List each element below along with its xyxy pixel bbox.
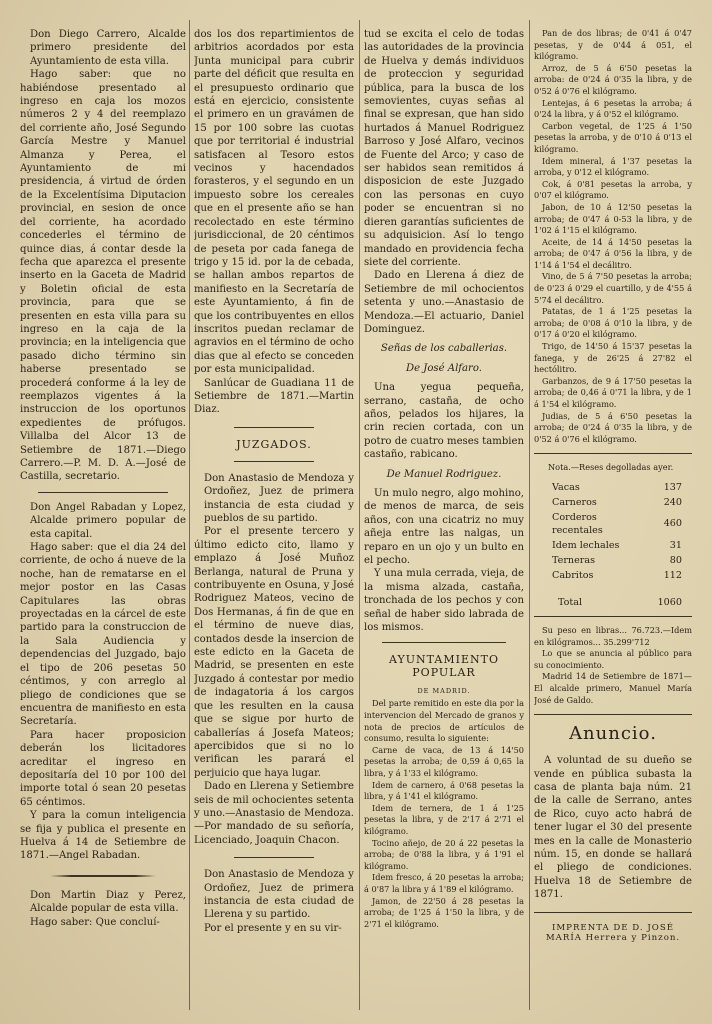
col4b-paragraph: Madrid 14 de Setiembre de 1871—El alcalde primero, Manuel María José de Galdo. [534,671,692,705]
cattle-label: Terneras [552,554,596,566]
column-divider [359,20,360,1010]
col1-paragraph: Para hacer proposicion deberán los licitadores acreditar el ingreso en depositaría del 10 por 100 del importe total ó sean 20 pesetas 65 céntimos. [20,729,186,808]
total-value: 1060 [657,596,682,608]
col4-paragraph: Garbanzos, de 9 á 17'50 pesetas la arroba; de 0,46 á 0'71 la libra, y de 1 á 1'54 el kilógramo. [534,375,692,409]
cattle-row [552,495,682,510]
cattle-label: Corderos recentales [552,511,603,536]
cattle-value: 80 [669,554,682,566]
col2-paragraph: Dado en Llerena y Setiembre seis de mil ochocientes setenta y uno.—Anastasio de Mendoza.—Por mandado de su señoría, Licenciado, Joaquin Chacon. [194,781,354,846]
divider [234,461,314,462]
column-4 [534,28,692,943]
col4-paragraph: Pan de dos libras; de 0'41 á 0'47 pesetas, y de 0'44 á 051, el kilógramo. [534,28,692,62]
col1-paragraph: Hago saber: que el dia 24 del corriente, de ocho á nueve de la noche, han de rematarse en el mejor postor en las Casas Capitulares las obras proyectadas en la cárcel de este partido para la construccion de la Sala Audiencia y dependencias del Juzgado, bajo el tipo de 206 pesetas 50 céntimos, y con arreglo al pliego de condiciones que se encuentra de manifiesto en esta Secretaría. [20,542,186,728]
cattle-value: 112 [663,569,682,581]
col3-paragraph: Jamon, de 22'50 á 28 pesetas la arroba; de 1'25 á 1'50 la libra, y de 2'71 el kilógramo. [364,895,524,929]
divider [534,912,692,913]
divider [38,492,168,493]
divider [534,714,692,715]
col4b-paragraph: Lo que se anuncia al público para su conocimiento. [534,648,692,670]
col2-paragraph: JUZGADOS. [236,437,312,451]
total-label: Total [558,596,583,608]
cattle-label: Carneros [552,496,597,508]
divider [382,642,506,643]
col3-paragraph: Una yegua pequeña, serrano, castaña, de ocho años, pelados los hijares, la crin recien cortada, con un potro de cuatro meses tambien castaño, rabicano. [364,382,524,461]
col3-paragraph: Idem de ternera, de 1 á 1'25 pesetas la libra, y de 2'17 á 2'71 el kilógramo. [364,802,524,836]
col3-paragraph: De José Alfaro. [406,362,482,374]
col3-paragraph: Tocino añejo, de 20 á 22 pesetas la arroba; de 0'88 la libra, y á 1'91 el kilógramo. [364,837,524,871]
cattle-row [552,538,682,553]
col4-paragraph: Idem mineral, á 1'37 pesetas la arroba, y 0'12 el kilógramo. [534,155,692,178]
col2-paragraph: Don Anastasio de Mendoza y Ordoñez, Juez de primera instancia de esta ciudad de Llerena y su partido. [204,869,354,921]
col4-paragraph: Patatas, de 1 á 1'25 pesetas la arroba; de 0'08 á 0'10 la libra, y de 0'17 á 0'20 el kilógramo. [534,306,692,340]
divider [534,616,692,617]
col3-paragraph: Idem de carnero, á 0'68 pesetas la libra, y á 1'41 el kilógramo. [364,779,524,802]
divider [534,453,692,454]
col4-paragraph: Judias, de 5 á 6'50 pesetas la arroba; de 0'24 á 0'35 la libra, y de 0'52 á 0'76 el kilógramo. [534,410,692,444]
col4-paragraph: Lentejas, á 6 pesetas la arroba; á 0'24 la libra, y á 0'52 el kilógramo. [534,97,692,120]
col4-paragraph: Cok, á 0'81 pesetas la arroba, y 0'07 el kilógramo. [534,178,692,201]
cattle-label: Idem lechales [552,539,620,551]
col4-paragraph: Arroz, de 5 á 6'50 pesetas la arroba: de 0'24 á 0'35 la libra, y de 0'52 á 0'76 el kilógramo. [534,62,692,96]
col3-paragraph: Idem fresco, á 20 pesetas la arroba; á 0'87 la libra y á 1'89 el kilógramo. [364,872,524,894]
col1-paragraph: Y para la comun inteligencia se fija y publica el presente en Huelva á 14 de Setiembre de 1871.—Angel Rabadan. [20,810,186,862]
divider [234,857,314,858]
cattle-table [552,480,682,583]
column-2 [194,28,354,935]
col1-paragraph: Hago saber: que no habiéndose presentado al ingreso en caja los mozos números 2 y 4 del reemplazo del corriente año, José Segundo García Mestre y Manuel Almanza y Perea, el Ayuntamiento de mi presidencia, á virtud de órden de la Excelentísima Diputacion provincial, en sesion de once del corriente, ha acordado concederles el término de quince dias, á contar desde la fecha que aparezca el presente inserto en la Gaceta de Madrid y Boletin oficial de esta provincia, para que se presenten en esta villa para su ingreso en la caja de la provincia; en la inteligencia que pasado dicho término sin haberse presentado se procederá conforme á la ley de reemplazos vigentes á la instruccion de los oportunos expedientes de prófugos. Villalba del Alcor 13 de Setiembre de 1871.—Diego Carrero.—P. M. D. A.—José de Castilla, secretario. [20,69,186,483]
col3-paragraph: Un mulo negro, algo mohino, de menos de marca, de seis años, con una cicatriz no muy añeja entre las nalgas, un reparo en un ojo y un bulto en el pecho. [364,488,524,567]
anuncio-text: A voluntad de su dueño se vende en pública subasta la casa de planta baja núm. 21 de la calle de Serrano, antes de Rico, cuyo acto habrá de tener lugar el 30 del presente mes en la calle de Monasterio núm. 15, en donde se hallará el pliego de condiciones. Huelva 18 de Setiembre de 1871. [534,755,692,901]
col2-paragraph: Por el presente y en su vir- [204,922,342,934]
col1-paragraph: Hago saber: Que concluí- [30,916,160,928]
col2-paragraph: Sanlúcar de Guadiana 11 de Setiembre de 1871.—Martin Diaz. [194,377,354,416]
cattle-row [552,553,682,568]
col2-paragraph: Don Anastasio de Mendoza y Ordoñez, Juez de primera instancia de esta ciudad y pueblos de su partido. [204,472,354,524]
col3-paragraph: Dado en Llerena á diez de Setiembre de mil ochocientos setenta y uno.—Anastasio de Mendoza.—El actuario, Daniel Dominguez. [364,270,524,335]
column-divider [189,20,190,1010]
cattle-row [552,480,682,495]
divider [50,875,156,877]
cattle-label: Cabritos [552,569,594,581]
col4-paragraph: Jabon, de 10 á 12'50 pesetas la arroba; de 0'47 á 0-53 la libra, y de 1'02 á 1'15 el kilógramo. [534,201,692,236]
column-3 [364,28,524,930]
cattle-value: 460 [663,518,682,530]
col2-paragraph: Por el presente tercero y último edicto cito, llamo y emplazo á José Muñoz Berlanga, natural de Pruna y contribuyente en Osuna, y José Rodriguez Mateos, vecino de Dos Hermanas, á fin de que en el término de nueve dias, contados desde la insercion de este edicto en la Gaceta de Madrid, se presenten en este Juzgado á contestar por medio de indagatoria á los cargos que les resulten en la causa que se sigue por hurto de caballerías á Josefa Mateos; apercibidos que si no lo verifican les parará el perjuicio que haya lugar. [194,526,354,779]
col3-paragraph: AYUNTAMIENTO POPULAR [389,653,499,680]
col3-paragraph: De Manuel Rodriguez. [386,468,502,480]
col4-paragraph: Carbon vegetal, de 1'25 á 1'50 pesetas la arroba, y de 0'10 á 0'13 el kilógramo. [534,120,692,154]
col4b-paragraph: Su peso en libras... 76.723.—Idem en kilógramos... 35.299'712 [534,624,692,647]
cattle-value: 137 [663,481,682,493]
cattle-row [552,510,682,538]
cattle-label: Vacas [552,481,580,493]
column-divider [529,20,530,1010]
col3-paragraph: Señas de los caballerias. [380,343,508,355]
cattle-value: 31 [669,539,682,551]
cattle-value: 240 [663,496,682,508]
column-1 [20,28,186,929]
cattle-row [552,568,682,583]
col3-paragraph: DE MADRID. [417,687,471,696]
cattle-total [558,597,682,608]
imprenta: IMPRENTA DE D. JOSÉ MARÍA Herrera y Pinzon. [545,922,681,943]
col4-paragraph: Trigo, de 14'50 á 15'37 pesetas la fanega, y de 26'25 á 27'82 el hectólitro. [534,341,692,375]
nota-heading: Nota.—Reses degolladas ayer. [548,462,674,473]
col1-paragraph: Don Angel Rabadan y Lopez, Alcalde primero popular de esta capital. [30,501,186,540]
anuncio-title: Anuncio. [569,723,657,745]
col1-paragraph: Don Martin Diaz y Perez, Alcalde popular de esta villa. [30,889,186,915]
col3-paragraph: Carne de vaca, de 13 á 14'50 pesetas la arroba; de 0,59 á 0,65 la libra, y á 1'33 el kilógramo. [364,744,524,779]
col3-paragraph: Del parte remitido en este dia por la intervencion del Mercado de granos y nota de precios de artículos de consumo, resulta lo siguiente: [364,698,524,744]
col3-paragraph: Y una mula cerrada, vieja, de la misma alzada, castaña, tronchada de los pechos y con señal de haber sido labrada de los mismos. [364,568,524,634]
col4-paragraph: Vino, de 5 á 7'50 pesetas la arroba; de 0'23 á 0'29 el cuartillo, y de 4'55 á 5'74 el decálitro. [534,271,692,305]
divider [234,427,314,428]
col1-paragraph: Don Diego Carrero, Alcalde primero presidente del Ayuntamiento de esta villa. [30,29,186,67]
col2-paragraph: dos los dos repartimientos de arbitrios acordados por esta Junta municipal para cubrir parte del déficit que resulta en el presupuesto ordinario que está en ejercicio, consistente el primero en un gravámen de 15 por 100 sobre las cuotas que por territorial é industrial satisfacen al Tesoro estos vecinos y hacendados forasteros, y el segundo en un impuesto sobre los cereales que en el presente año se han recolectado en este término jurisdiccional, de 20 céntimos de peseta por cada fanega de trigo y 15 id. por la de cebada, se hallan ambos repartos de manifiesto en la Secretaría de este Ayuntamiento, á fin de que los contribuyentes en ellos inscritos puedan reclamar de agravios en el término de ocho dias que al efecto se conceden por esta municipalidad. [194,29,354,376]
col3-paragraph: tud se excita el celo de todas las autoridades de la provincia de Huelva y demás individuos de proteccion y seguridad pública, para la busca de los semovientes, cuyas señas al final se expresan, que han sido hurtados á Manuel Rodriguez Barroso y José Alfaro, vecinos de Fuente del Arco; y caso de ser habidos sean remitidos á disposicion de este Juzgado con las personas en cuyo poder se encuentran si no dieren garantías suficientes de su adquisicion. Así lo tengo mandado en providencia fecha siete del corriente. [364,29,524,268]
col4-paragraph: Aceite, de 14 á 14'50 pesetas la arroba; de 0'47 á 0'56 la libra, y de 1'14 á 1'54 el decálitro. [534,236,692,270]
